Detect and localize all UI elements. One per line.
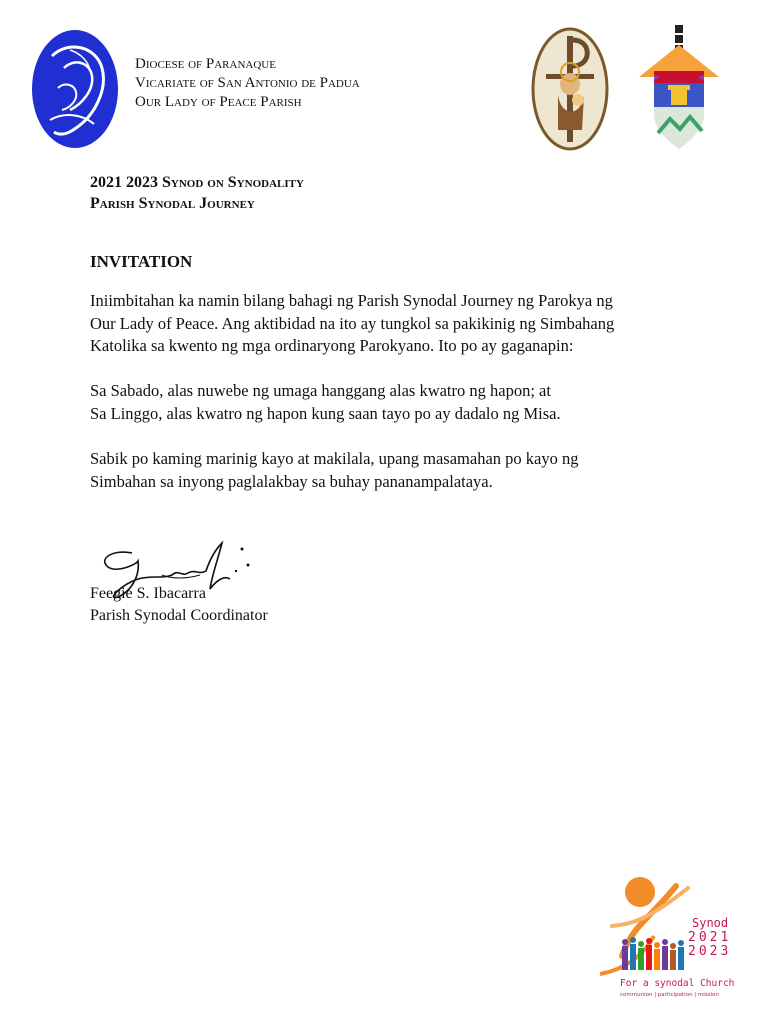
signatory-role: Parish Synodal Coordinator [90,607,268,624]
saint-anthony-emblem [530,26,610,152]
parish-name: Our Lady of Peace Parish [135,94,302,110]
title-line-1: 2021 2023 Synod on Synodality [90,174,304,191]
parish-logo [30,28,120,150]
paragraph-3 [90,448,578,493]
paragraph-line: Sa Sabado, alas nuwebe ng umaga hanggang alas kwatro ng hapon; at [90,381,551,400]
document-title [90,172,304,214]
diocese-coat-of-arms [624,25,734,155]
letterhead [135,55,360,112]
paragraph-2 [90,380,561,425]
signatory-block [90,583,268,627]
synod-2021-2023-logo [592,866,752,1006]
signatory-name: Feegie S. Ibacarra [90,585,206,602]
paragraph-line: Sabik po kaming marinig kayo at makilala, upang masamahan po kayo ng [90,449,579,468]
vicariate-name: Vicariate of San Antonio de Padua [135,75,360,91]
synod-subtitle: communion | participation | mission [620,992,719,998]
paragraph-line: Sa Linggo, alas kwatro ng hapon kung saan tayo po ay dadalo ng Misa. [90,403,561,423]
synod-tagline: For a synodal Church [620,978,735,989]
paragraph-line: Our Lady of Peace. Ang aktibidad na ito ay tungkol sa pakikinig ng Simbahang [90,313,615,333]
synod-year-start: 2021 [688,930,732,945]
invitation-heading: INVITATION [90,252,193,271]
synod-word: Synod [692,916,729,930]
paragraph-1 [90,290,614,358]
paragraph-line: Iniimbitahan ka namin bilang bahagi ng Parish Synodal Journey ng Parokya ng [90,291,613,310]
paragraph-line: Simbahan sa inyong paglalakbay sa buhay pananampalataya. [90,471,493,491]
diocese-name: Diocese of Paranaque [135,56,276,72]
title-line-2: Parish Synodal Journey [90,195,255,212]
synod-year-end: 2023 [688,944,732,959]
paragraph-line: Katolika sa kwento ng mga ordinaryong Parokyano. Ito po ay gaganapin: [90,336,574,355]
